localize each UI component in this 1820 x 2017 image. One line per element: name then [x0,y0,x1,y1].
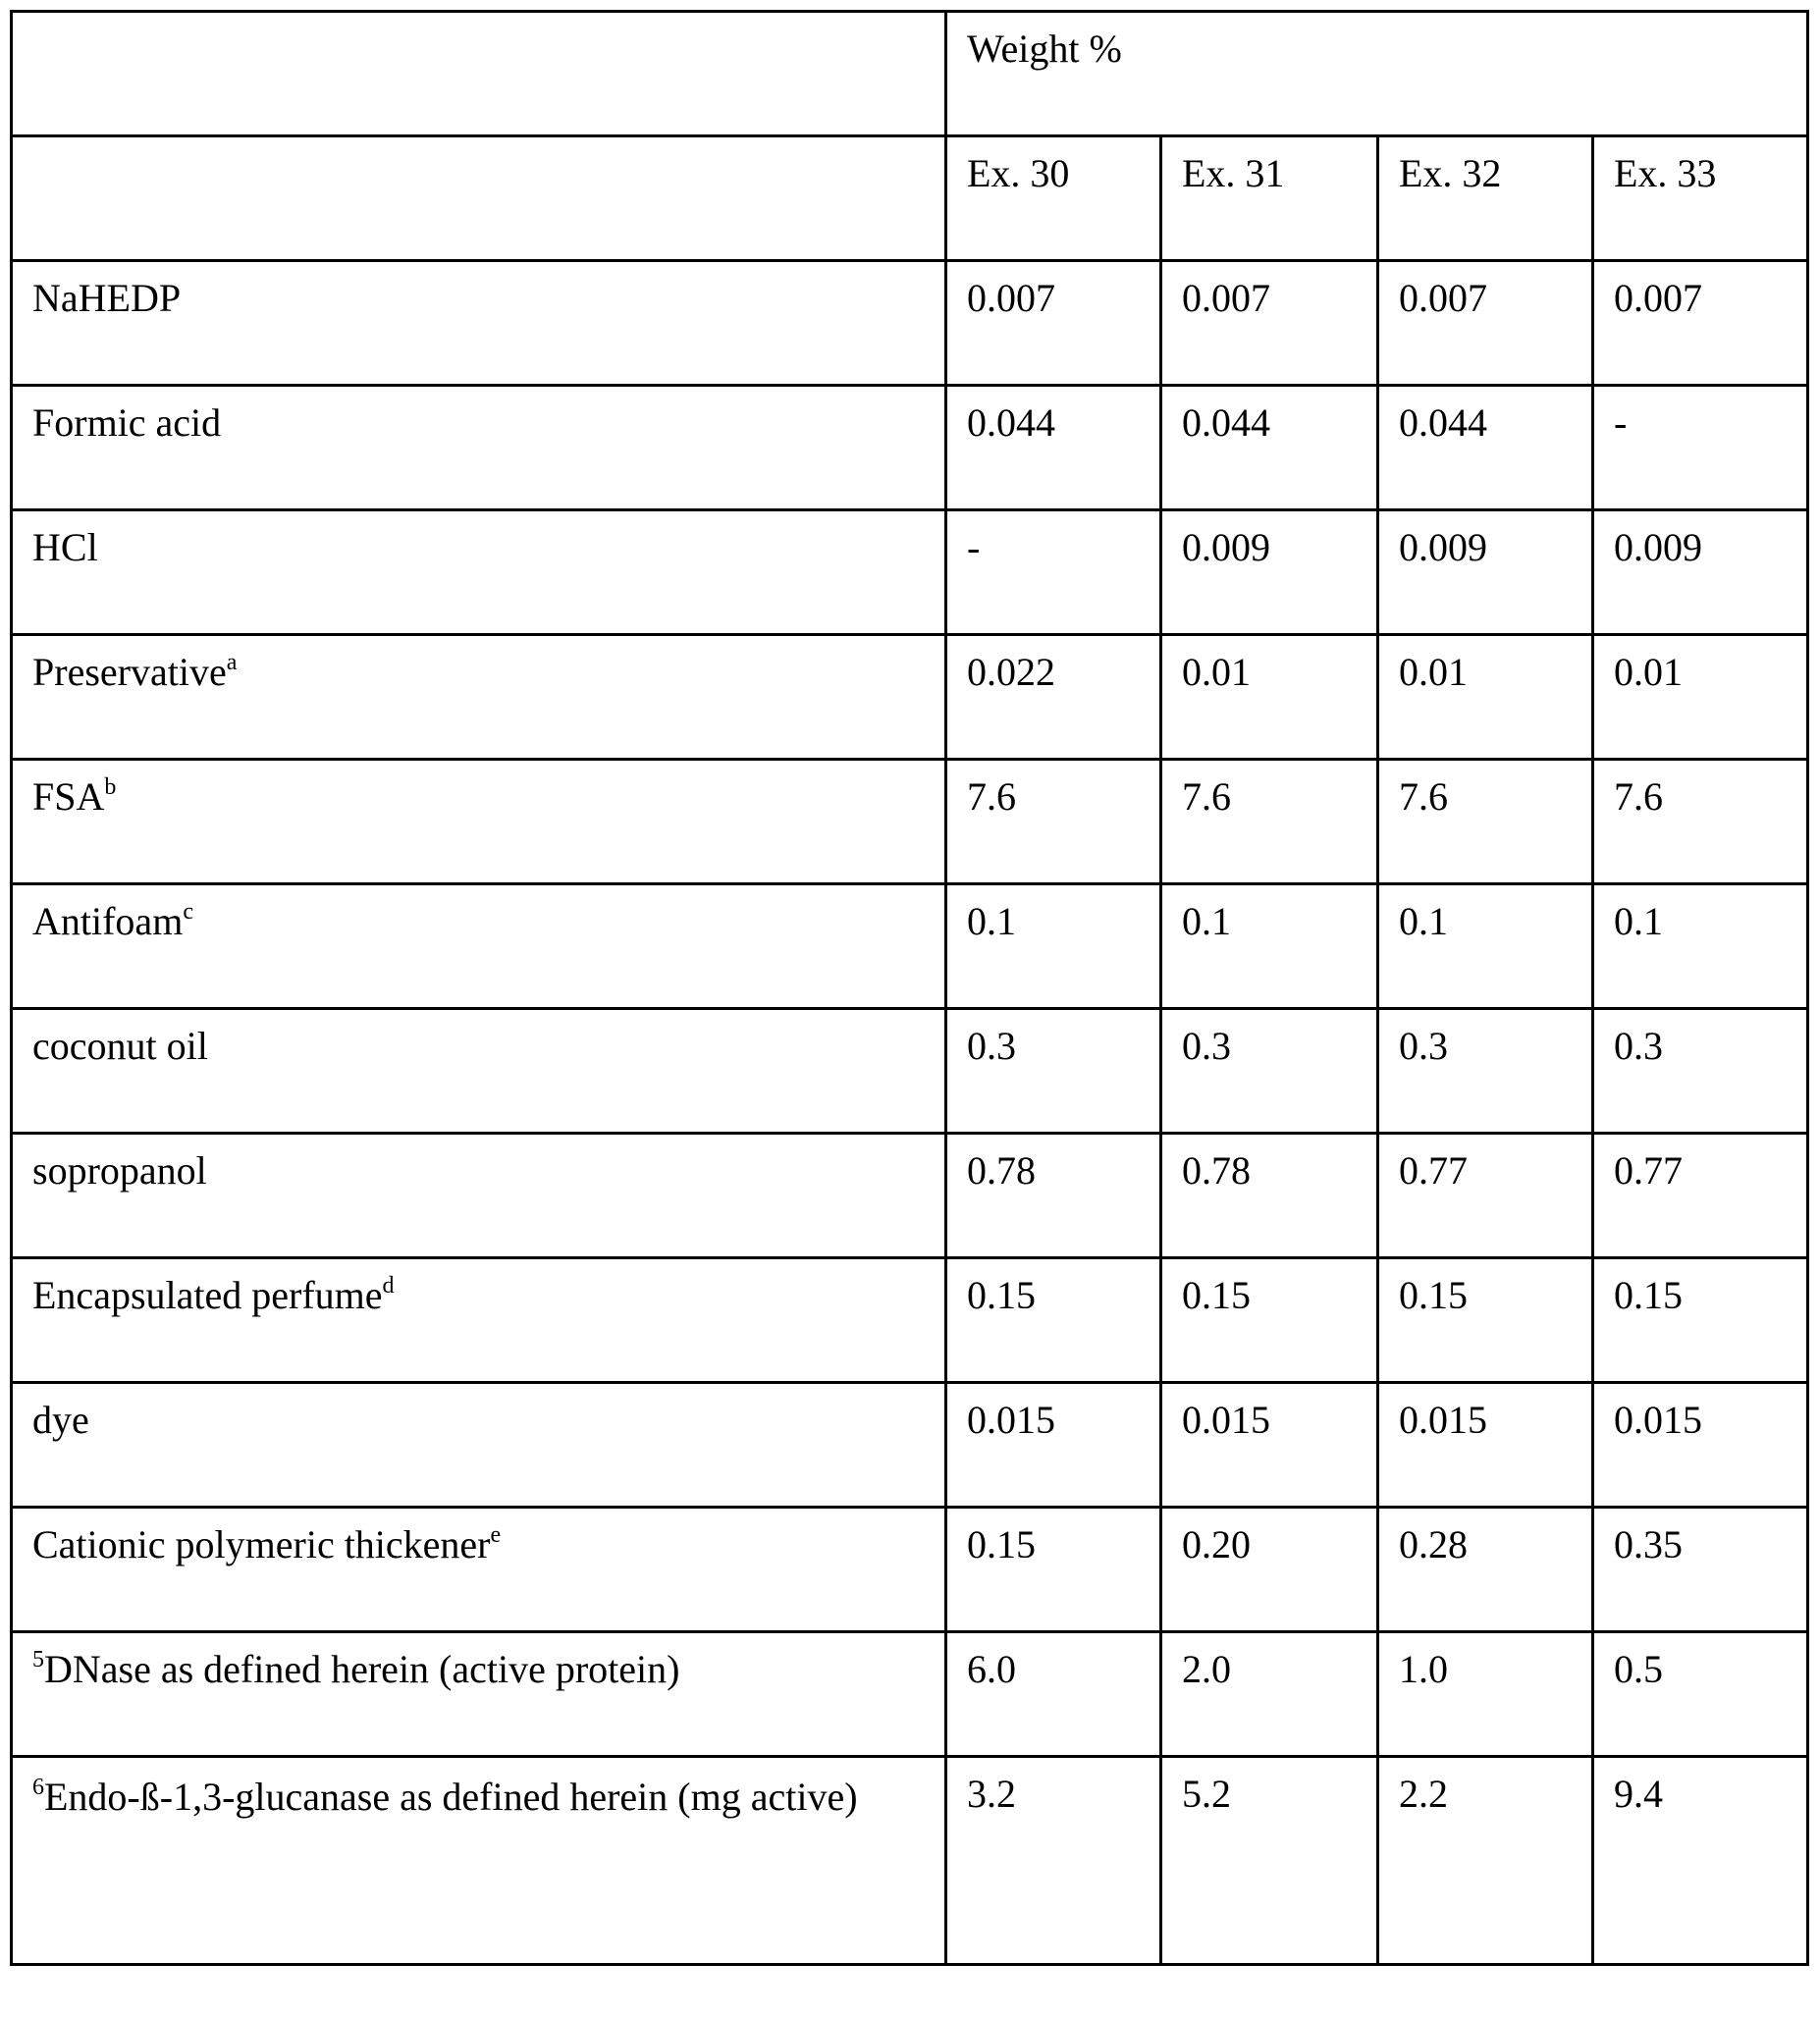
table-row [12,386,1808,510]
value-cell: 0.20 [1161,1508,1378,1632]
column-header-row [12,136,1808,261]
ingredient-name: Cationic polymeric thickener [32,1522,491,1566]
column-header: Ex. 31 [1161,136,1378,261]
value-cell: 7.6 [946,760,1161,884]
row-label [12,884,946,1009]
value-cell: 0.007 [1593,261,1808,386]
value-cell: 0.007 [946,261,1161,386]
value-cell: 0.1 [1593,884,1808,1009]
value-cell: 0.1 [1378,884,1593,1009]
group-header-row [12,12,1808,136]
ingredient-name: dye [32,1398,89,1442]
row-label [12,1258,946,1383]
value-cell: 0.015 [1378,1383,1593,1508]
value-cell: 0.35 [1593,1508,1808,1632]
ingredient-name: NaHEDP [32,276,182,320]
footnote-marker: a [226,650,238,675]
value-cell: 7.6 [1378,760,1593,884]
value-cell: 0.1 [1161,884,1378,1009]
value-cell: 0.044 [1378,386,1593,510]
table-row [12,1009,1808,1134]
value-cell: 0.78 [946,1134,1161,1258]
value-cell: 0.044 [946,386,1161,510]
value-cell: 2.2 [1378,1757,1593,1965]
ingredient-name: FSA [32,774,105,819]
column-header: Ex. 32 [1378,136,1593,261]
table-row [12,510,1808,635]
ingredient-name: sopropanol [32,1148,207,1193]
footnote-marker: 6 [32,1775,44,1800]
table-row [12,635,1808,760]
footnote-marker: b [104,774,117,800]
table-row [12,1632,1808,1757]
value-cell: 0.3 [1161,1009,1378,1134]
ingredient-name: coconut oil [32,1024,208,1068]
ingredient-name: DNase as defined herein (active protein) [44,1647,680,1691]
value-cell: 0.007 [1378,261,1593,386]
row-label [12,1383,946,1508]
value-cell: 0.01 [1161,635,1378,760]
row-label [12,261,946,386]
corner-cell [12,12,946,136]
row-label [12,1134,946,1258]
ingredient-name: Antifoam [32,899,184,943]
table-row [12,1508,1808,1632]
table-row [12,884,1808,1009]
value-cell: 7.6 [1593,760,1808,884]
ingredient-name: Preservative [32,650,227,694]
value-cell: 0.3 [1378,1009,1593,1134]
value-cell: 0.3 [946,1009,1161,1134]
footnote-marker: e [490,1522,502,1548]
row-label [12,635,946,760]
value-cell: 5.2 [1161,1757,1378,1965]
value-cell: 0.1 [946,884,1161,1009]
value-cell: 0.044 [1161,386,1378,510]
value-cell: 0.01 [1378,635,1593,760]
value-cell: 0.009 [1593,510,1808,635]
value-cell: 0.15 [946,1258,1161,1383]
table-row [12,1258,1808,1383]
value-cell: 0.015 [1161,1383,1378,1508]
value-cell: 0.77 [1378,1134,1593,1258]
value-cell: 0.3 [1593,1009,1808,1134]
row-label [12,1632,946,1757]
value-cell: 0.015 [946,1383,1161,1508]
footnote-marker: d [382,1273,395,1299]
value-cell: 6.0 [946,1632,1161,1757]
value-cell: 2.0 [1161,1632,1378,1757]
ingredient-name: Endo-ß-1,3-glucanase as defined herein (mg active) [44,1775,858,1819]
table-row [12,1757,1808,1965]
value-cell: 0.15 [1593,1258,1808,1383]
table-row [12,261,1808,386]
row-label [12,1757,946,1965]
formulation-table [10,10,1809,1966]
ingredient-name: Formic acid [32,400,222,445]
column-header: Ex. 30 [946,136,1161,261]
value-cell: 0.28 [1378,1508,1593,1632]
value-cell: 0.15 [1161,1258,1378,1383]
value-cell: 0.009 [1161,510,1378,635]
value-cell: 0.15 [1378,1258,1593,1383]
ingredient-name: Encapsulated perfume [32,1273,383,1317]
value-cell: 1.0 [1378,1632,1593,1757]
value-cell: - [946,510,1161,635]
group-header-weight-percent: Weight % [946,12,1808,136]
value-cell: 9.4 [1593,1757,1808,1965]
footnote-marker: c [183,899,193,925]
table-row [12,760,1808,884]
value-cell: 0.015 [1593,1383,1808,1508]
value-cell: 0.022 [946,635,1161,760]
value-cell: 0.78 [1161,1134,1378,1258]
row-label [12,386,946,510]
footnote-marker: 5 [32,1647,44,1672]
value-cell: 0.77 [1593,1134,1808,1258]
value-cell: 0.15 [946,1508,1161,1632]
value-cell: 0.01 [1593,635,1808,760]
value-cell: 0.009 [1378,510,1593,635]
ingredient-name: HCl [32,525,98,569]
table-row [12,1383,1808,1508]
value-cell: - [1593,386,1808,510]
value-cell: 3.2 [946,1757,1161,1965]
table-row [12,1134,1808,1258]
value-cell: 7.6 [1161,760,1378,884]
corner-cell [12,136,946,261]
value-cell: 0.007 [1161,261,1378,386]
value-cell: 0.5 [1593,1632,1808,1757]
column-header: Ex. 33 [1593,136,1808,261]
row-label [12,1508,946,1632]
row-label [12,760,946,884]
row-label [12,1009,946,1134]
row-label [12,510,946,635]
